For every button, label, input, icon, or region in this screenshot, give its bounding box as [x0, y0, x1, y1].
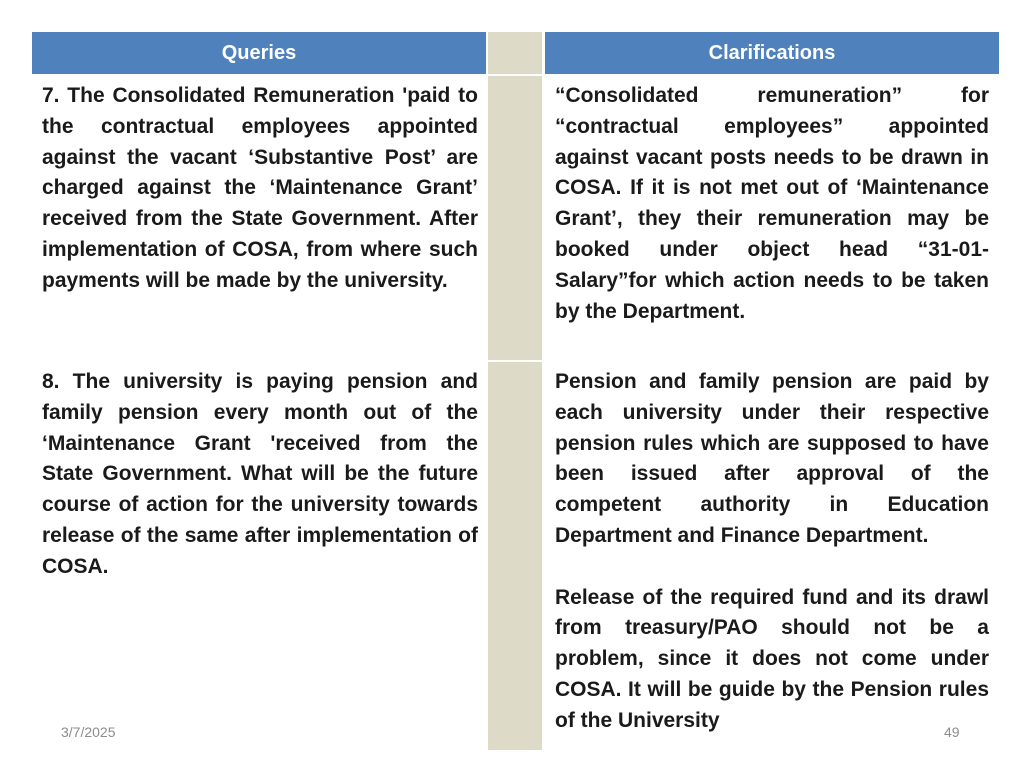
query-text: The Consolidated Remuneration 'paid to the contractual employees appointed against the vacant ‘Substantive Post’ are charged against the ‘Maintenance Grant’ received from the State Government. After implementation of COSA, from where such payments will be made by the university. — [42, 84, 478, 292]
query-number: 8. — [42, 370, 60, 393]
clarification-text: “Consolidated remuneration” for “contractual employees” appointed against vacant posts needs to be drawn in COSA. If it is not met out of ‘Maintenance Grant’, they their remuneration may be booked under object head “31-01-Salary”for which action needs to be taken by the Department. — [555, 84, 989, 323]
spacer-cell-row-7 — [488, 76, 542, 360]
clarification-cell-8 — [555, 367, 989, 737]
slide-date: 3/7/2025 — [61, 724, 116, 740]
clarification-text-pension: Pension and family pension are paid by each university under their respective pension rules which are supposed to have been issued after approval of the competent authority in Education Department and Finance Department. — [555, 370, 989, 547]
clarification-text-release: Release of the required fund and its drawl from treasury/PAO should not be a problem, since it does not come under COSA. It will be guide by the Pension rules of the University — [555, 585, 989, 732]
query-cell-8 — [42, 367, 478, 583]
spacer-cell-row-8 — [488, 362, 542, 750]
slide-number: 49 — [944, 724, 960, 740]
query-cell-7 — [42, 81, 478, 297]
clarification-cell-7 — [555, 81, 989, 327]
queries-header: Queries — [32, 32, 486, 74]
query-text: The university is paying pension and family pension every month out of the ‘Maintenance Grant 'received from the State Government. What will be the future course of action for the university towards release of the same after implementation of COSA. — [42, 370, 478, 578]
clarifications-header: Clarifications — [545, 32, 999, 74]
query-number: 7. — [42, 84, 60, 107]
spacer-header — [488, 32, 542, 74]
